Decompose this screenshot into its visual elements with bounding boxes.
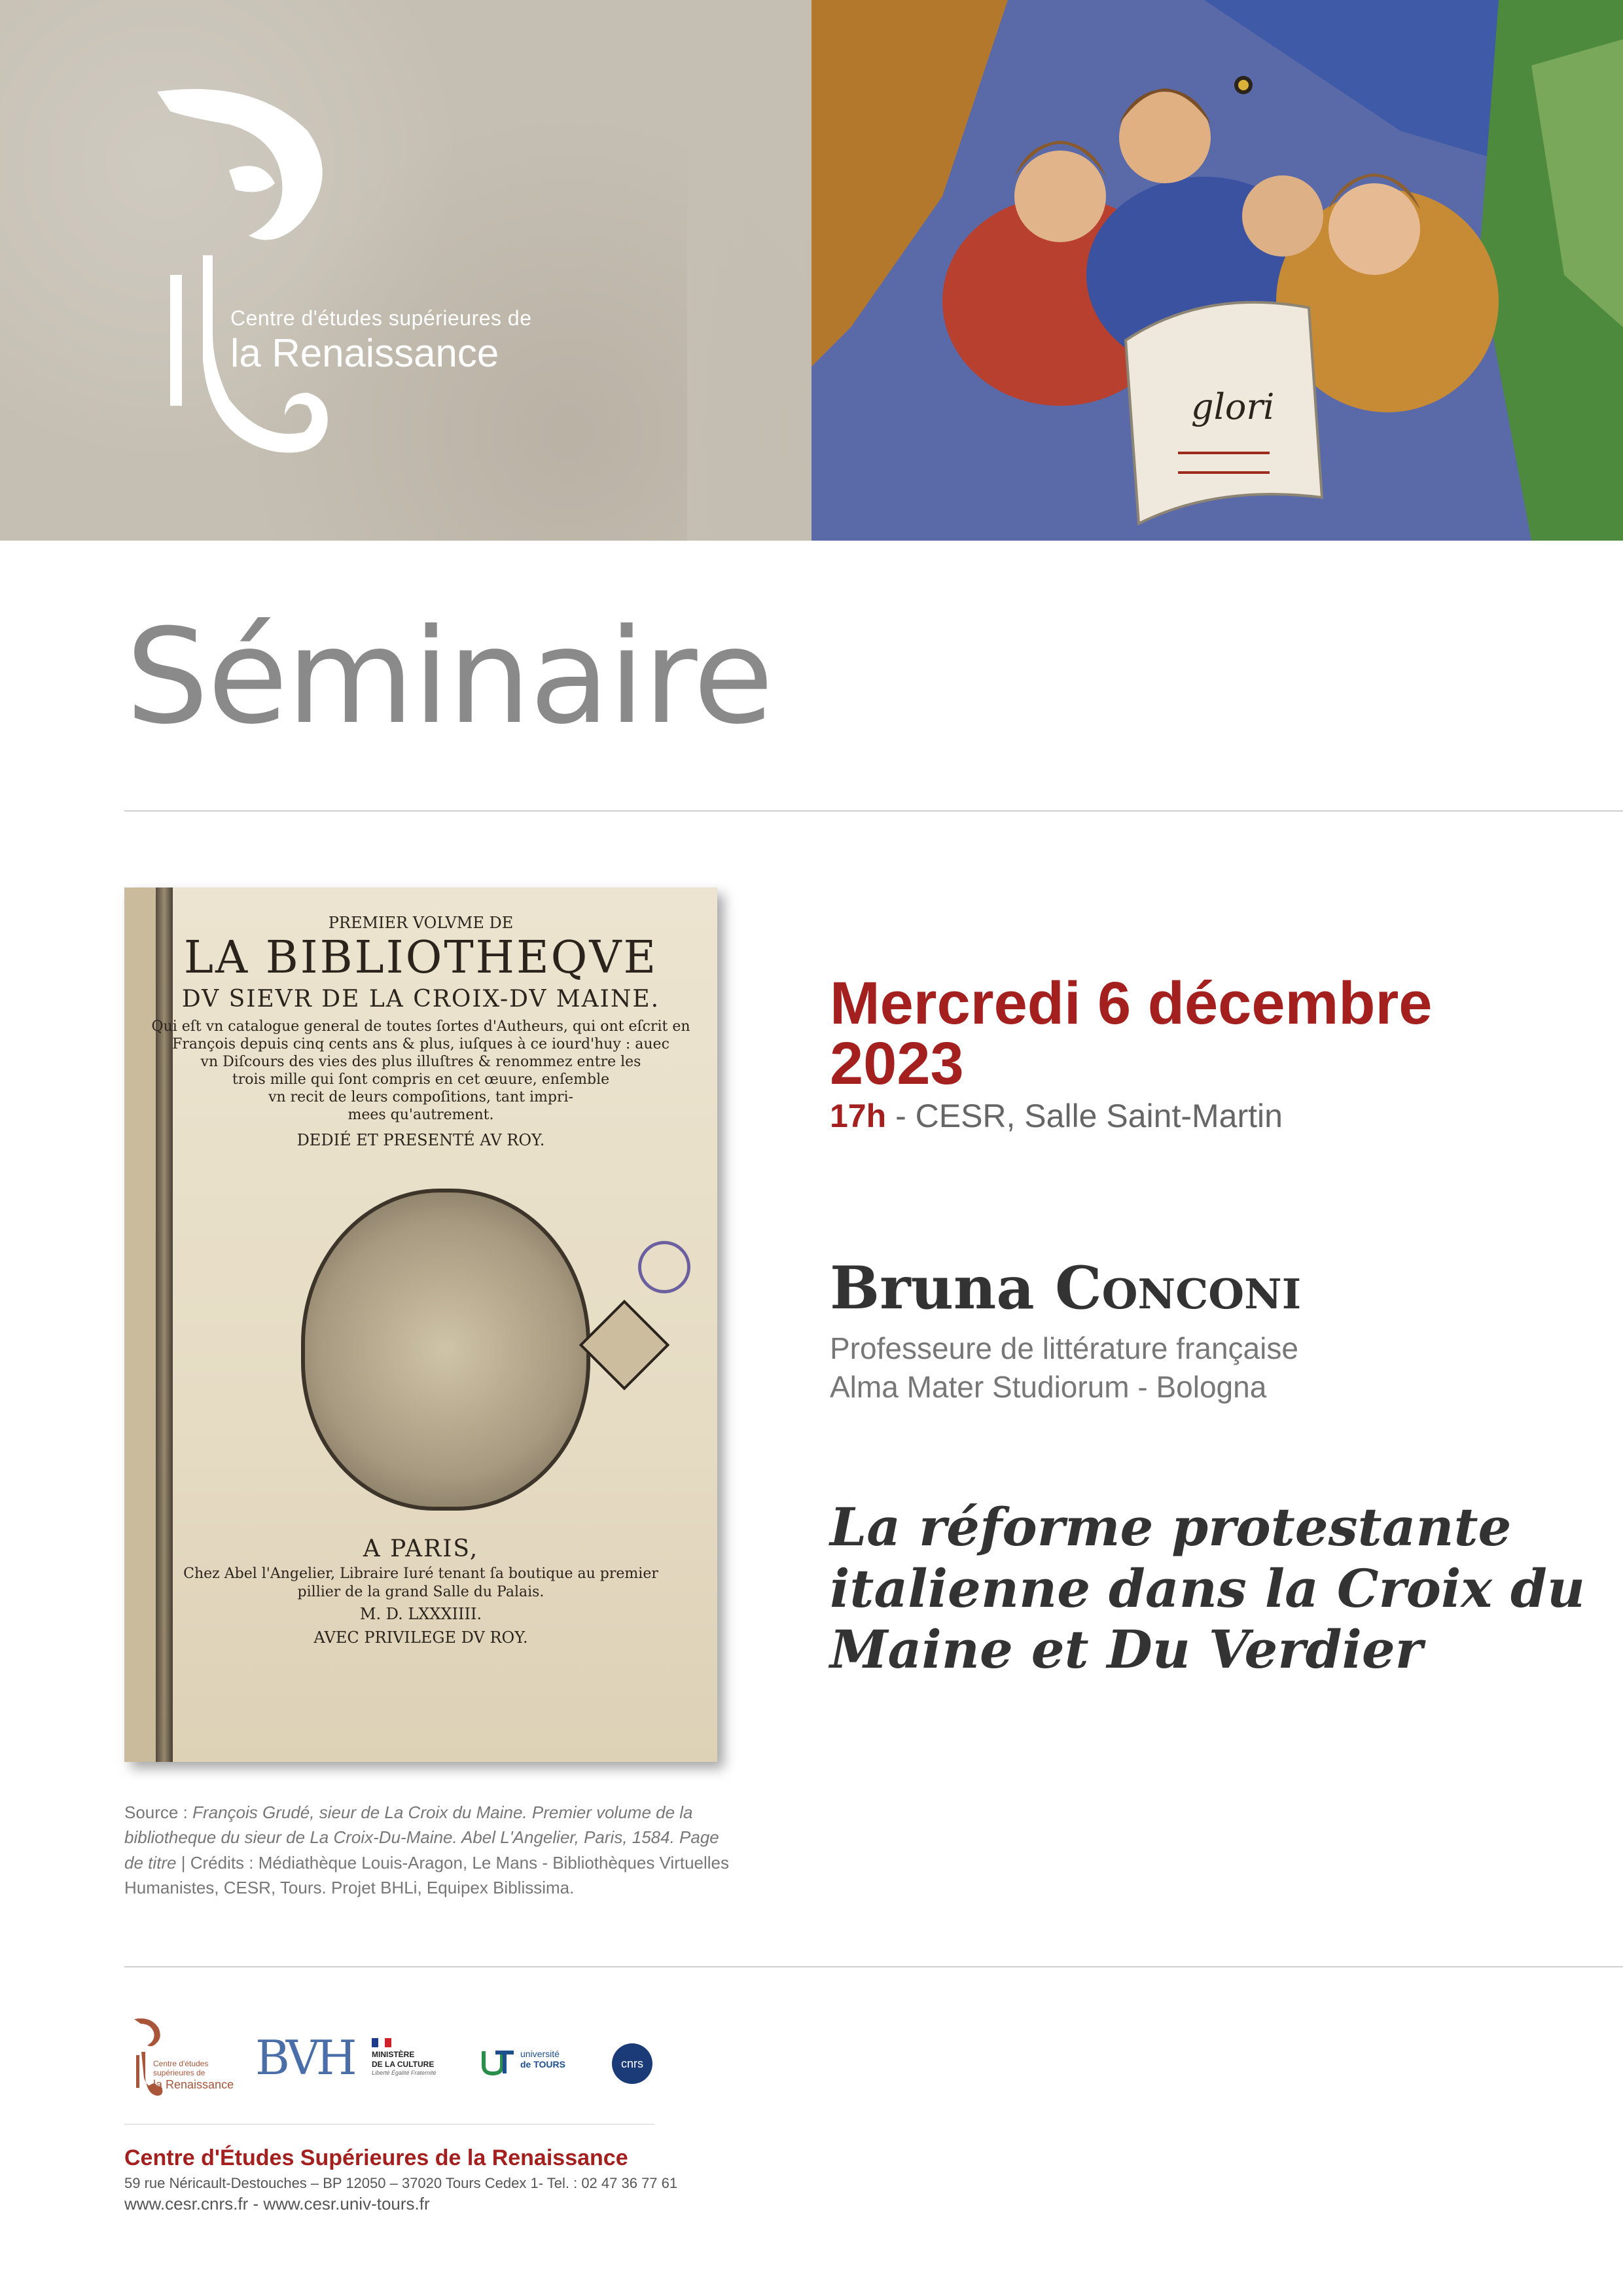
book-line: Qui eſt vn catalogue general de toutes ſortes d'Autheurs, qui ont eſcrit en: [151, 1018, 690, 1035]
cesr-footer-logo: [131, 2016, 236, 2108]
image-caption: [124, 1800, 733, 1901]
logo-line-1: Centre d'études supérieures de: [230, 306, 532, 330]
org-websites: www.cesr.cnrs.fr - www.cesr.univ-tours.fr: [124, 2194, 430, 2214]
book-line: trois mille qui ſont compris en cet œuure, enſemble: [232, 1071, 610, 1088]
cnrs-logo: cnrs: [612, 2043, 652, 2084]
divider-bottom: [124, 1966, 1623, 1967]
ministere-line2: DE LA CULTURE: [372, 2060, 435, 2069]
book-line: PREMIER VOLVME DE: [328, 914, 514, 932]
book-line: François depuis cinq cents ans & plus, iuſques à ce iourd'huy : auec: [172, 1036, 669, 1052]
book-line: vn recit de leurs compoſitions, tant impri-: [268, 1089, 573, 1105]
book-line: M. D. LXXXIIII.: [359, 1605, 482, 1623]
caption-credits: | Crédits : Médiathèque Louis-Aragon, Le Mans - Bibliothèques Virtuelles Humanistes, CESR, Tours. Projet BHLi, Equipex Biblissima.: [124, 1852, 730, 1898]
illuminated-manuscript-image: [812, 0, 1623, 541]
logo-line-2: la Renaissance: [230, 331, 499, 375]
ministere-line1: MINISTÈRE: [372, 2050, 415, 2059]
event-date: Mercredi 6 décembre 2023: [830, 970, 1433, 1097]
header-banner: [0, 0, 1623, 541]
speaker-last-name: Conconi: [1055, 1253, 1302, 1323]
universite-line2: de TOURS: [520, 2059, 565, 2070]
library-stamp-round: [638, 1241, 690, 1293]
cesr-footer-logo-line2: la Renaissance: [153, 2077, 234, 2091]
ministere-line3: Liberté Égalité Fraternité: [372, 2070, 437, 2076]
book-line: A PARIS,: [363, 1535, 479, 1562]
svg-text:glori: glori: [1191, 386, 1275, 427]
event-time-place: [830, 1097, 1283, 1135]
page-title: Séminaire: [126, 601, 773, 753]
partner-logos: [124, 2016, 713, 2108]
event-place: - CESR, Salle Saint-Martin: [886, 1098, 1283, 1134]
divider-top: [124, 810, 1623, 812]
book-line: pillier de la grand Salle du Palais.: [297, 1584, 544, 1600]
caption-source-label: Source :: [124, 1803, 193, 1822]
cesr-logo-text: [230, 308, 532, 373]
book-line: mees qu'autrement.: [348, 1107, 494, 1123]
caption-source-text: François Grudé, sieur de La Croix du Maine. Premier volume de la bibliotheque du sieur de La Croix-Du-Maine. Abel L'Angelier, Paris, 1584. Page de titre: [124, 1803, 719, 1873]
book-line: LA BIBLIOTHEQVE: [183, 932, 658, 984]
footer-divider: [124, 2124, 654, 2125]
bvh-logo: BVH: [255, 2030, 353, 2085]
org-address: 59 rue Néricault-Destouches – BP 12050 – 37020 Tours Cedex 1- Tel. : 02 47 36 77 61: [124, 2175, 678, 2191]
book-line: DV SIEVR DE LA CROIX-DV MAINE.: [181, 986, 660, 1013]
book-line: vn Diſcours des vies des plus illuſtres & renommez entre les: [200, 1054, 641, 1070]
book-printers-mark: [301, 1189, 590, 1511]
speaker-role: Professeure de littérature française: [830, 1331, 1298, 1365]
book-title-page-image: [124, 888, 717, 1762]
speaker-name: [830, 1253, 1301, 1323]
cesr-footer-logo-line1: Centre d'études supérieures de: [153, 2059, 209, 2078]
ministere-culture-logo: [372, 2038, 444, 2077]
org-name: Centre d'Études Supérieures de la Renaissance: [124, 2145, 628, 2170]
talk-title: La réforme protestante italienne dans la Croix du Maine et Du Verdier: [830, 1496, 1586, 1681]
library-stamp-diamond: [579, 1300, 670, 1391]
book-line: AVEC PRIVILEGE DV ROY.: [313, 1628, 528, 1647]
cesr-logo-mark: [151, 85, 340, 465]
universite-tours-mark: [481, 2047, 516, 2076]
speaker-first-name: Bruna: [830, 1253, 1056, 1323]
book-line: DEDIÉ ET PRESENTÉ AV ROY.: [296, 1131, 545, 1149]
speaker-institution: Alma Mater Studiorum - Bologna: [830, 1370, 1267, 1404]
book-line: Chez Abel l'Angelier, Libraire Iuré tenant ſa boutique au premier: [183, 1566, 658, 1582]
event-hour: 17h: [830, 1098, 887, 1134]
universite-line1: université: [520, 2049, 560, 2059]
universite-tours-logo: [481, 2047, 565, 2079]
french-flag-icon: [372, 2038, 391, 2047]
